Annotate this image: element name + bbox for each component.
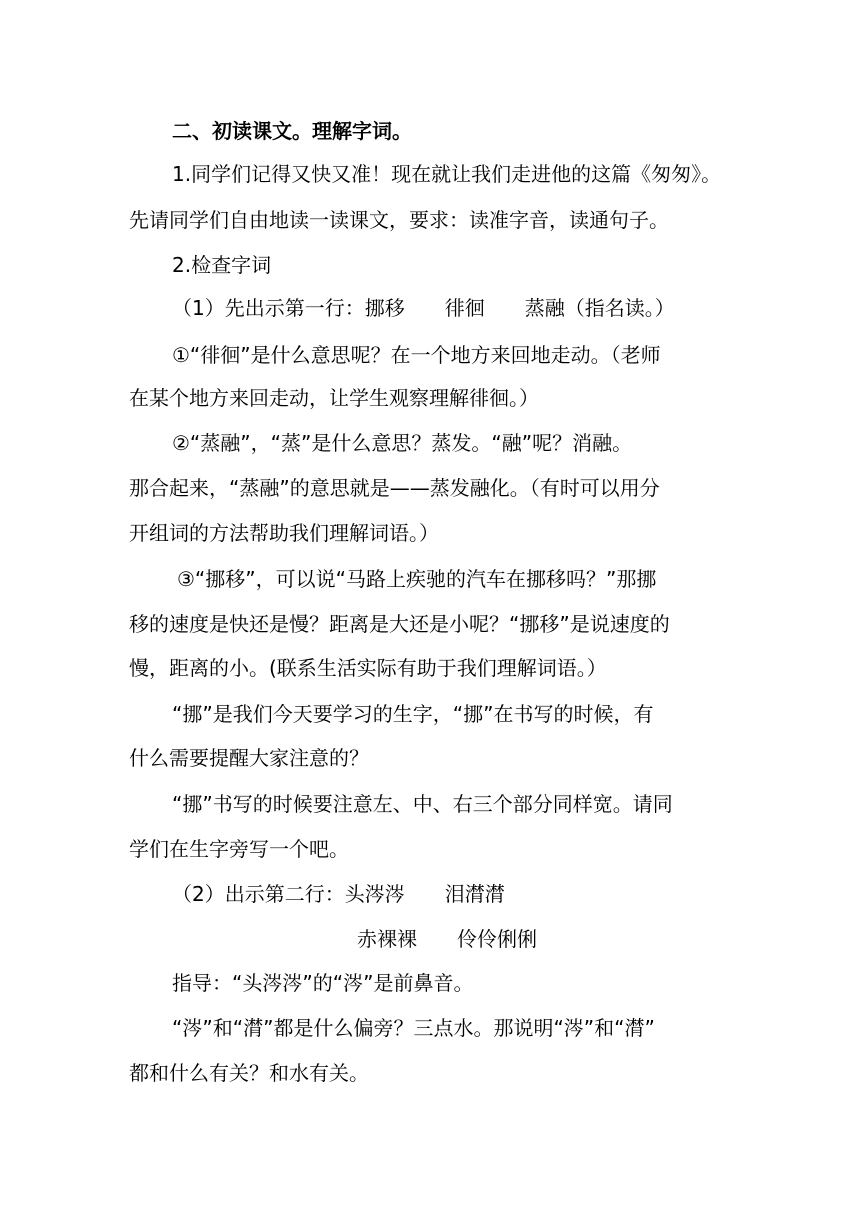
paragraph-line: 移的速度是快还是慢？距离是大还是小呢？“挪移”是说速度的 [129, 612, 670, 636]
section-heading: 二、初读课文。理解字词。 [172, 119, 412, 143]
paragraph-line: “挪”是我们今天要学习的生字，“挪”在书写的时候，有 [172, 702, 654, 726]
paragraph-line: 都和什么有关？和水有关。 [129, 1061, 369, 1085]
paragraph-line: “涔”和“潸”都是什么偏旁？三点水。那说明“涔”和“潸” [172, 1016, 655, 1040]
paragraph-line: 学们在生字旁写一个吧。 [129, 837, 349, 861]
paragraph-line: 先请同学们自由地读一读课文，要求：读准字音，读通句子。 [129, 208, 669, 232]
paragraph-line: 1.同学们记得又快又准！现在就让我们走进他的这篇《匆匆》。 [172, 162, 722, 186]
paragraph-line: 什么需要提醒大家注意的？ [129, 746, 369, 770]
paragraph-line: ③“挪移”，可以说“马路上疾驰的汽车在挪移吗？”那挪 [177, 567, 657, 591]
paragraph-line: （1）先出示第一行：挪移 徘徊 蒸融（指名读。） [172, 296, 675, 320]
paragraph-line: 开组词的方法帮助我们理解词语。） [129, 521, 439, 545]
paragraph-line: 指导：“头涔涔”的“涔”是前鼻音。 [172, 971, 474, 995]
paragraph-line: 赤裸裸 伶伶俐俐 [357, 927, 537, 951]
paragraph-line: （2）出示第二行：头涔涔 泪潸潸 [172, 882, 505, 906]
paragraph-line: 在某个地方来回走动，让学生观察理解徘徊。） [129, 386, 539, 410]
paragraph-line: “挪”书写的时候要注意左、中、右三个部分同样宽。请同 [172, 792, 673, 816]
paragraph-line: 那合起来，“蒸融”的意思就是——蒸发融化。（有时可以用分 [129, 476, 660, 500]
paragraph-line: ①“徘徊”是什么意思呢？在一个地方来回地走动。（老师 [172, 343, 661, 367]
paragraph-line: 慢，距离的小。(联系生活实际有助于我们理解词语。） [129, 656, 607, 680]
paragraph-line: ②“蒸融”，“蒸”是什么意思？蒸发。“融”呢？消融。 [172, 431, 633, 455]
paragraph-line: 2.检查字词 [172, 253, 272, 277]
